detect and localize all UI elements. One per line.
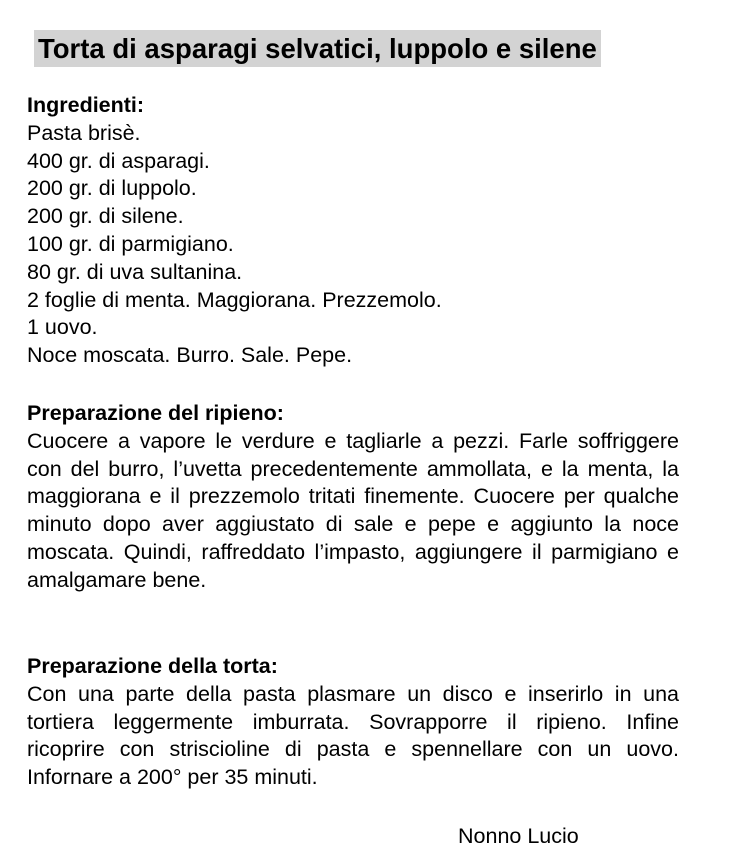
ingredient-item: 100 gr. di parmigiano.: [27, 231, 234, 256]
ingredient-item: 80 gr. di uva sultanina.: [27, 259, 243, 284]
filling-section: [27, 400, 679, 595]
assembly-instructions: Con una parte della pasta plasmare un disco e inserirlo in una tortiera leggermente imburrata. Sovrapporre il ripieno. Infine ricoprire con striscioline di pasta e spennellare con un uovo. Infornare a 200° per 35 minuti.: [27, 681, 679, 790]
ingredient-item: Pasta brisè.: [27, 120, 141, 145]
filling-heading: Preparazione del ripieno:: [27, 401, 284, 425]
signature: Nonno Lucio: [458, 824, 579, 848]
ingredient-item: 200 gr. di silene.: [27, 204, 184, 229]
ingredient-item: 2 foglie di menta. Maggiorana. Prezzemolo.: [27, 287, 442, 312]
ingredient-item: Noce moscata. Burro. Sale. Pepe.: [27, 343, 353, 368]
assembly-heading: Preparazione della torta:: [27, 654, 278, 678]
ingredient-item: 200 gr. di luppolo.: [27, 176, 197, 201]
recipe-title: Torta di asparagi selvatici, luppolo e silene: [34, 30, 601, 67]
ingredients-heading: Ingredienti:: [27, 93, 145, 117]
ingredient-item: 400 gr. di asparagi.: [27, 148, 210, 173]
ingredient-item: 1 uovo.: [27, 315, 98, 340]
filling-instructions: Cuocere a vapore le verdure e tagliarle a pezzi. Farle soffriggere con del burro, l’uvetta precedentemente ammollata, e la menta, la maggiorana e il prezzemolo tritati finemente. Cuocere per qualche minuto dopo aver aggiustato di sale e pepe e aggiunto la noce moscata. Quindi, raffreddato l’impasto, aggiungere il parmigiano e amalgamare bene.: [27, 428, 679, 592]
ingredients-section: [27, 92, 679, 370]
assembly-section: [27, 653, 679, 792]
